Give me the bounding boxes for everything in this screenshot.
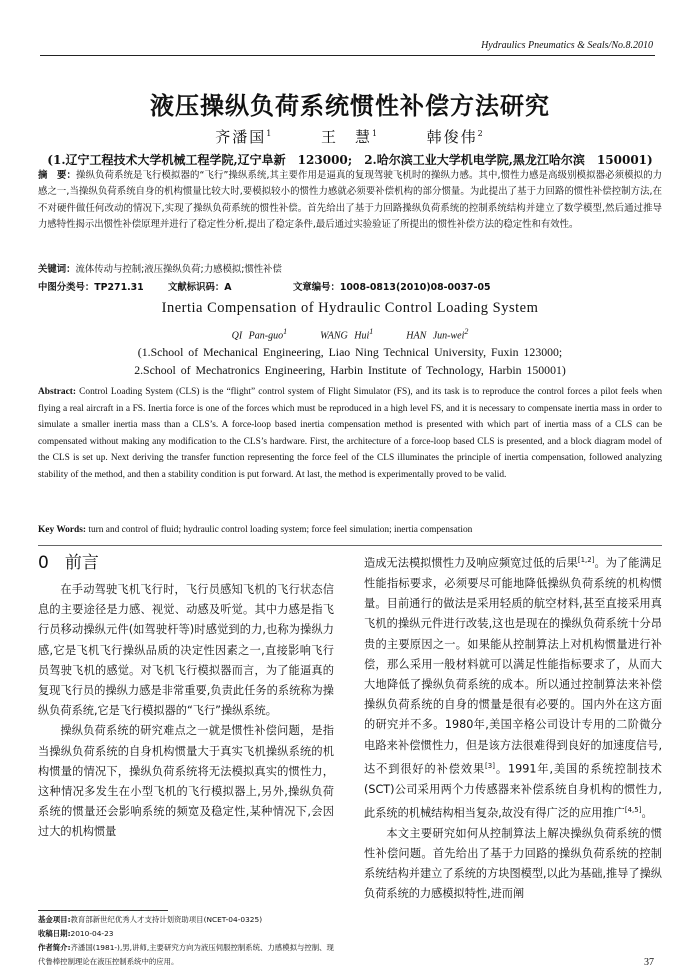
author-sup: 1 xyxy=(266,129,274,138)
paragraph xyxy=(364,550,662,824)
text-run: 。为了能满足性能指标要求，必须要尽可能地降低操纵负荷系统的机构惯量。目前通行的做法是采用轻质的航空材料,甚至直接采用真飞机的操纵元件进行改装,这也是现在的操纵负荷系统十分昂贵的主要原因之一。如果能从控制算法上对机构惯量进行补偿，那么采用一般材料就可以满足性能指标要求了，从而大大地降低了操纵负荷系统的成本。所以通过控制算法来补偿操纵负荷系统的自身的惯量是很有必要的。国内外在这方面的研究并不多。1980年,美国辛格公司设计专用的二阶微分电路来补偿惯性力，但是该方法很难得到良好的加速度信号,达不到很好的补偿效果 xyxy=(364,556,662,776)
page-number: 37 xyxy=(644,957,654,968)
footnote-label: 基金项目: xyxy=(38,915,71,924)
paragraph: 本文主要研究如何从控制算法上解决操纵负荷系统的惯性补偿问题。首先给出了基于力回路的操纵负荷系统的控制系统结构并建立了系统的方块图模型,以此为基础,推导了操纵负荷系统的力感模拟特性,进而阐 xyxy=(364,826,662,901)
footnote-label: 收稿日期: xyxy=(38,929,71,938)
author-name-en: QI Pan-guo xyxy=(231,330,284,342)
paragraph: 操纵负荷系统的研究难点之一就是惯性补偿问题，是指当操纵负荷系统的自身机构惯量大于真实飞机操纵系统的机构惯量的情况下，操纵负荷系统将无法模拟真实的惯性力，这种情况多发生在小型飞机的飞行模拟器上,另外,操纵负荷系统的惯量还会影响系统的频宽及稳定性,某种情况下,会因过大的机构惯量 xyxy=(38,724,334,839)
abstract-cn-label: 摘 要： xyxy=(38,170,76,181)
affiliation-en-1: (1.School of Mechanical Engineering, Liao Ning Technical University, Fuxin 123000; xyxy=(137,345,563,359)
abstract-en xyxy=(38,384,662,484)
author-name: 韩俊伟 xyxy=(426,128,478,146)
author-sup: 1 xyxy=(371,129,380,138)
paper-title-cn: 液压操纵负荷系统惯性补偿方法研究 xyxy=(150,92,550,120)
keywords-cn-label: 关键词： xyxy=(38,264,76,275)
citation: [1,2] xyxy=(577,556,595,564)
citation: [3] xyxy=(485,761,495,770)
author-name: 王 慧 xyxy=(320,128,372,146)
footnote-author-bio xyxy=(38,941,336,969)
paragraph: 在手动驾驶飞机飞行时，飞行员感知飞机的飞行状态信息的主要途径是力感、视觉、动感及听觉。其中力感是指飞行员移动操纵元件(如驾驶杆等)时感觉到的力,也称为操纵力感,它是飞机飞行操纵品质的决定性因素之一,直接影响飞行员驾驶飞机的感觉。对飞机飞行模拟器而言，为了能逼真的复现飞行员的操纵力感是非常重要,负责此任务的系统称为操纵负荷系统,它是飞行模拟器的“飞行”操纵系统。 xyxy=(38,583,334,718)
header-rule xyxy=(40,55,655,56)
abstract-en-text: Control Loading System (CLS) is the “flight” control system of Flight Simulator (FS), and its task is to reproduce the control forces a pilot feels when flying a real aircraft in a FS. Inertia force is one of the forces which must be reproduced in a high level FS, and it is necessary to compensate inertia mass in order to simulate a smaller inertia mass than a CLS’s. A force-loop based inertia compensation method is presented with which part of inertia mass of a CLS can be compensated without making any modification to the CLS’s hardware. First, the architecture of a force-loop based CLS is presented, and a block diagram model of the CLS is set up. Next deriving the transfer function representing the force feel of the CLS illuminates the principle of inertia compensation, followed analyzing stability of the method, and then a stability condition is put forward. At last, the method is experimentally proved to be valid. xyxy=(38,387,663,480)
section-number: 0 xyxy=(38,553,49,573)
text-run: 。1991年,美国的系统控制技术(SCT)公司采用两个力传感器来补偿系统自身机构的惯性力,此系统的机械结构相当复杂,故没有得广泛的应用推广 xyxy=(364,762,662,820)
keywords-cn xyxy=(38,262,662,278)
text-run: 。 xyxy=(641,806,653,820)
affiliation-en-2: 2.School of Mechatronics Engineering, Harbin Institute of Technology, Harbin 150001) xyxy=(134,363,566,377)
abstract-cn xyxy=(38,168,662,233)
author-name: 齐潘国 xyxy=(215,128,267,146)
document-code: 文献标识码：A xyxy=(168,282,232,293)
keywords-en xyxy=(38,522,662,539)
article-number: 文章编号：1008-0813(2010)08-0037-05 xyxy=(293,282,491,293)
text-run: 造成无法模拟惯性力及响应频宽过低的后果 xyxy=(364,556,578,570)
keywords-en-text: turn and control of fluid; hydraulic control loading system; force feel simulation; inertia compensation xyxy=(88,525,473,535)
footnote-rule xyxy=(38,910,168,911)
paper-title-en: Inertia Compensation of Hydraulic Control Loading System xyxy=(161,300,539,316)
footnote-funding xyxy=(38,913,336,927)
section-heading xyxy=(38,550,334,576)
footnote-text: 2010-04-23 xyxy=(70,929,114,938)
meta-row xyxy=(38,279,662,293)
running-header: Hydraulics Pneumatics & Seals/No.8.2010 xyxy=(481,40,653,51)
footnote-text: 教育部新世纪优秀人才支持计划资助项目(NCET-04-0325) xyxy=(70,915,263,924)
author-sup-en: 2 xyxy=(464,327,469,336)
keywords-cn-text: 流体传动与控制;液压操纵负荷;力感模拟;惯性补偿 xyxy=(75,264,282,275)
body-column-left xyxy=(38,550,334,843)
authors-en xyxy=(0,327,700,341)
citation: [4,5] xyxy=(624,805,642,814)
section-title: 前言 xyxy=(64,553,99,573)
affiliation-cn: (1.辽宁工程技术大学机械工程学院,辽宁阜新 123000; 2.哈尔滨工业大学机电学院,黑龙江哈尔滨 150001) xyxy=(47,153,653,167)
footnote-label: 作者简介: xyxy=(38,943,71,952)
abstract-en-label: Abstract: xyxy=(38,387,77,397)
body-column-right xyxy=(364,550,662,905)
author-name-en: WANG Hui xyxy=(320,330,370,342)
keywords-en-label: Key Words: xyxy=(38,525,87,535)
author-sup: 2 xyxy=(477,129,485,138)
footnote-received xyxy=(38,927,336,941)
author-sup-en: 1 xyxy=(369,327,374,336)
section-separator xyxy=(38,545,662,546)
clc-number: 中图分类号：TP271.31 xyxy=(38,282,144,293)
author-name-en: HAN Jun-wei xyxy=(406,330,465,342)
abstract-cn-text: 操纵负荷系统是飞行模拟器的“飞行”操纵系统,其主要作用是逼真的复现驾驶飞机时的操纵力感。其中,惯性力感是高级别模拟器必须模拟的力感之一,当操纵负荷系统自身的机构惯量比较大时,要模拟较小的惯性力感就必须要补偿机构的部分惯量。为此提出了基于力回路的惯性补偿控制方法,在不对硬件做任何改动的情况下,实现了操纵负荷系统的惯性补偿。首先给出了基于力回路操纵负荷系统的控制系统结构并建立了数学模型,然后通过推导力感特性揭示出惯性补偿原理并进行了稳定性分析,提出了稳定条件,最后通过实验验证了所提出的惯性补偿方法的稳定性和有效性。 xyxy=(38,170,662,230)
author-sup-en: 1 xyxy=(283,327,288,336)
footnote-text: 齐潘国(1981-),男,讲师,主要研究方向为液压伺服控制系统、力感模拟与控制、现代鲁棒控制理论在液压控制系统中的应用。 xyxy=(38,943,334,966)
authors-cn xyxy=(0,126,700,147)
